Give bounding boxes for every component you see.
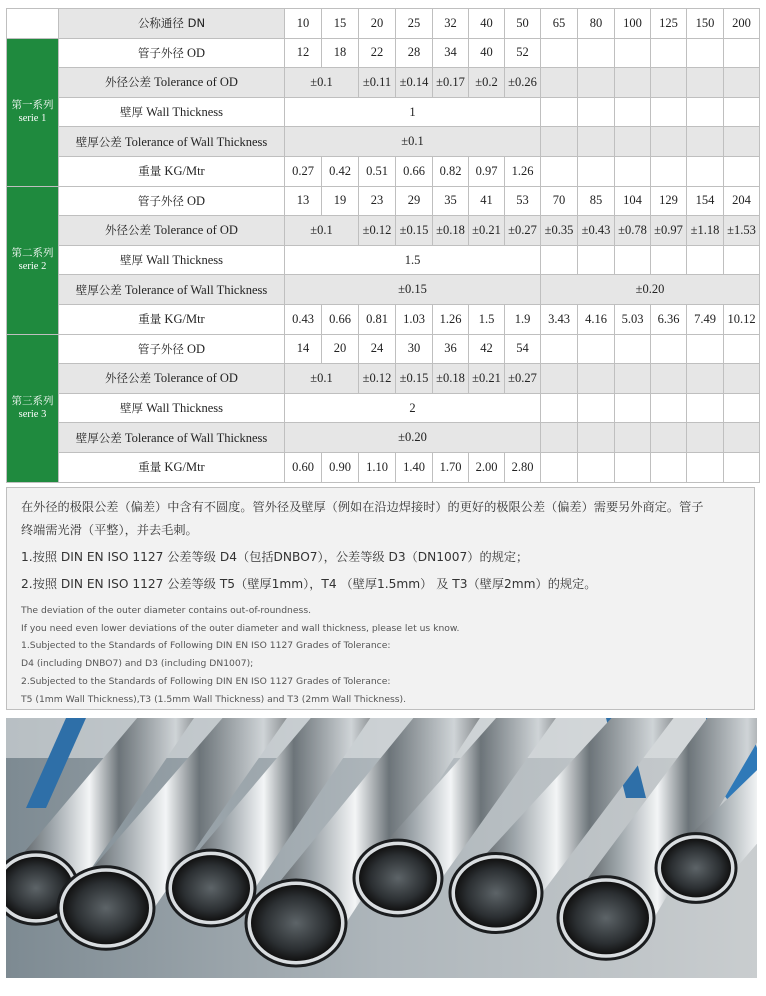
- table-cell: 52: [505, 38, 541, 68]
- table-cell: [541, 97, 578, 127]
- series-name-zh: 第三系列: [11, 394, 54, 407]
- table-cell: [724, 423, 760, 453]
- table-cell: ±0.97: [651, 216, 687, 246]
- table-cell: 40: [469, 38, 505, 68]
- row-label-zh: 外径公差: [105, 371, 152, 386]
- note-en-3: 1.Subjected to the Standards of Following DIN EN ISO 1127 Grades of Tolerance:: [21, 640, 391, 652]
- table-cell: [578, 127, 615, 157]
- pipe-opening: [455, 858, 537, 927]
- table-cell: ±0.11: [359, 68, 396, 98]
- table-cell: 1.5: [469, 304, 505, 334]
- table-cell: [615, 38, 651, 68]
- row-label-en: Wall Thickness: [146, 401, 223, 416]
- row-label-en: Wall Thickness: [146, 253, 223, 268]
- table-cell: ±0.2: [469, 68, 505, 98]
- table-cell: [541, 68, 578, 98]
- row-label: [59, 393, 285, 423]
- table-cell: 204: [724, 186, 760, 216]
- dn-header-cell: 10: [285, 9, 322, 39]
- table-cell: ±0.27: [505, 364, 541, 394]
- table-cell: [541, 334, 578, 364]
- note-en-4: D4 (including DNBO7) and D3 (including DN1007);: [21, 658, 254, 670]
- table-cell: [724, 393, 760, 423]
- table-cell: 0.42: [322, 156, 359, 186]
- table-cell: ±0.12: [359, 216, 396, 246]
- table-cell: 18: [322, 38, 359, 68]
- dn-header-cell: 15: [322, 9, 359, 39]
- table-cell: 70: [541, 186, 578, 216]
- row-label: [59, 334, 285, 364]
- table-cell: 36: [433, 334, 469, 364]
- pipe-opening: [661, 839, 731, 898]
- table-cell: ±1.53: [724, 216, 760, 246]
- table-cell: ±0.15: [396, 216, 433, 246]
- note-zh-3: 1.按照 DIN EN ISO 1127 公差等级 D4（包括DNBO7），公差等级 D3（DN1007）的规定；: [21, 550, 529, 564]
- series-name-zh: 第二系列: [11, 246, 54, 259]
- table-cell: 85: [578, 186, 615, 216]
- row-label-zh: 管子外径: [137, 45, 184, 60]
- table-cell: [541, 156, 578, 186]
- table-cell: 14: [285, 334, 322, 364]
- dn-header-cell: 80: [578, 9, 615, 39]
- table-cell: [578, 68, 615, 98]
- pipe-opening: [359, 845, 437, 911]
- row-label-zh: 壁厚公差: [75, 430, 122, 445]
- table-cell: [651, 452, 687, 482]
- dn-header-cell: 100: [615, 9, 651, 39]
- row-label: [59, 38, 285, 68]
- table-cell: ±0.18: [433, 364, 469, 394]
- table-cell: 13: [285, 186, 322, 216]
- table-cell: 0.27: [285, 156, 322, 186]
- table-cell: [687, 245, 724, 275]
- note-en-5: 2.Subjected to the Standards of Following DIN EN ISO 1127 Grades of Tolerance:: [21, 675, 391, 687]
- series-name-en: serie 1: [18, 113, 47, 125]
- table-cell: 1.9: [505, 304, 541, 334]
- table-cell: ±0.15: [396, 364, 433, 394]
- table-cell: 12: [285, 38, 322, 68]
- row-label-zh: 壁厚公差: [75, 134, 122, 149]
- table-cell: 4.16: [578, 304, 615, 334]
- table-cell: ±0.26: [505, 68, 541, 98]
- row-label-en: KG/Mtr: [164, 164, 205, 179]
- table-cell: [578, 364, 615, 394]
- table-cell: [578, 245, 615, 275]
- table-cell: [687, 364, 724, 394]
- pipe-opening: [63, 872, 149, 945]
- row-label-en: Tolerance of OD: [154, 371, 238, 386]
- table-cell: [541, 452, 578, 482]
- table-cell: [687, 156, 724, 186]
- row-label: [59, 275, 285, 305]
- table-cell: [578, 452, 615, 482]
- table-cell: 35: [433, 186, 469, 216]
- table-cell: ±0.20: [285, 423, 541, 453]
- row-label-en: Wall Thickness: [146, 105, 223, 120]
- table-cell: [724, 452, 760, 482]
- table-cell: 3.43: [541, 304, 578, 334]
- dn-header-cell: 200: [724, 9, 760, 39]
- table-cell: 1.10: [359, 452, 396, 482]
- table-cell: [615, 423, 651, 453]
- table-cell: [651, 97, 687, 127]
- row-label-en: Tolerance of Wall Thickness: [124, 134, 268, 149]
- dn-header-cell: 125: [651, 9, 687, 39]
- table-cell: 1.70: [433, 452, 469, 482]
- row-label: [59, 97, 285, 127]
- table-cell: [615, 393, 651, 423]
- table-cell: ±0.43: [578, 216, 615, 246]
- note-zh-2: 终端需光滑（平整），并去毛刺。: [21, 523, 198, 537]
- table-cell: [651, 334, 687, 364]
- row-label-en: OD: [187, 45, 206, 60]
- row-label-zh: 壁厚: [120, 105, 143, 120]
- series-label: [7, 334, 59, 482]
- table-cell: [724, 156, 760, 186]
- table-cell: [541, 38, 578, 68]
- note-zh-1: 在外径的极限公差（偏差）中含有不圆度。管外径及壁厚（例如在沿边焊接时）的更好的极限公差（偏差）需要另外商定。管子: [21, 500, 704, 514]
- pipe-spec-table: [6, 8, 760, 483]
- table-cell: [687, 334, 724, 364]
- table-cell: 0.82: [433, 156, 469, 186]
- table-cell: [687, 38, 724, 68]
- row-label-en: Tolerance of OD: [154, 223, 238, 238]
- table-cell: ±0.1: [285, 364, 359, 394]
- table-cell: [724, 38, 760, 68]
- row-label-zh: 壁厚: [120, 401, 143, 416]
- table-cell: [687, 393, 724, 423]
- pipe-opening: [172, 855, 250, 921]
- table-cell: [724, 364, 760, 394]
- table-cell: [615, 97, 651, 127]
- table-cell: 20: [322, 334, 359, 364]
- table-cell: [615, 364, 651, 394]
- table-cell: 7.49: [687, 304, 724, 334]
- table-cell: ±0.20: [541, 275, 760, 305]
- dn-header-cell: 32: [433, 9, 469, 39]
- table-cell: ±0.21: [469, 216, 505, 246]
- row-label: [59, 452, 285, 482]
- table-cell: [578, 97, 615, 127]
- dn-header-cell: 65: [541, 9, 578, 39]
- row-label-zh: 管子外径: [137, 193, 184, 208]
- pipes-photo: [6, 718, 757, 978]
- table-cell: 1.5: [285, 245, 541, 275]
- table-cell: [651, 156, 687, 186]
- dn-header-cell: 50: [505, 9, 541, 39]
- table-cell: [651, 423, 687, 453]
- table-cell: ±0.78: [615, 216, 651, 246]
- table-cell: 23: [359, 186, 396, 216]
- table-cell: [615, 245, 651, 275]
- table-cell: 129: [651, 186, 687, 216]
- table-cell: [578, 423, 615, 453]
- table-cell: [651, 364, 687, 394]
- table-cell: 0.66: [322, 304, 359, 334]
- table-cell: 24: [359, 334, 396, 364]
- table-cell: [651, 68, 687, 98]
- series-label: [7, 38, 59, 186]
- table-cell: ±0.27: [505, 216, 541, 246]
- table-cell: [687, 97, 724, 127]
- table-cell: 1.26: [505, 156, 541, 186]
- table-cell: 2.00: [469, 452, 505, 482]
- table-corner: [7, 9, 59, 39]
- row-label: [59, 216, 285, 246]
- table-cell: ±0.15: [285, 275, 541, 305]
- row-label-en: Tolerance of Wall Thickness: [124, 430, 268, 445]
- notes-box: [6, 487, 755, 710]
- table-cell: ±0.18: [433, 216, 469, 246]
- table-cell: 6.36: [651, 304, 687, 334]
- row-label: [59, 245, 285, 275]
- table-cell: ±0.17: [433, 68, 469, 98]
- table-cell: 1.26: [433, 304, 469, 334]
- row-label: [59, 364, 285, 394]
- table-cell: 154: [687, 186, 724, 216]
- table-cell: [651, 245, 687, 275]
- row-label: [59, 186, 285, 216]
- table-cell: [651, 393, 687, 423]
- table-cell: ±0.21: [469, 364, 505, 394]
- table-cell: 1: [285, 97, 541, 127]
- table-cell: [724, 245, 760, 275]
- table-cell: [541, 423, 578, 453]
- table-cell: [687, 452, 724, 482]
- table-cell: [687, 423, 724, 453]
- row-label: [59, 304, 285, 334]
- table-cell: [541, 393, 578, 423]
- table-cell: 29: [396, 186, 433, 216]
- row-label: [59, 423, 285, 453]
- pipe-opening: [251, 885, 341, 961]
- table-cell: [615, 68, 651, 98]
- table-cell: 10.12: [724, 304, 760, 334]
- table-cell: [578, 156, 615, 186]
- note-zh-4: 2.按照 DIN EN ISO 1127 公差等级 T5（壁厚1mm），T4 （壁厚1.5mm） 及 T3（壁厚2mm）的规定。: [21, 577, 597, 591]
- row-label: [59, 127, 285, 157]
- dn-header-cell: 150: [687, 9, 724, 39]
- table-cell: 2.80: [505, 452, 541, 482]
- table-cell: 0.97: [469, 156, 505, 186]
- note-en-6: T5 (1mm Wall Thickness),T3 (1.5mm Wall Thickness) and T3 (2mm Wall Thickness).: [21, 693, 407, 705]
- table-cell: 0.43: [285, 304, 322, 334]
- note-en-2: If you need even lower deviations of the outer diameter and wall thickness, please let us know.: [21, 622, 460, 634]
- dn-header-cell: 40: [469, 9, 505, 39]
- series-name-en: serie 3: [18, 409, 47, 421]
- table-cell: [687, 127, 724, 157]
- row-label-zh: 重量: [138, 312, 162, 327]
- table-cell: [615, 156, 651, 186]
- table-cell: 42: [469, 334, 505, 364]
- table-cell: [578, 334, 615, 364]
- table-cell: ±0.1: [285, 68, 359, 98]
- table-cell: [724, 334, 760, 364]
- row-label-zh: 外径公差: [105, 223, 152, 238]
- table-cell: [615, 334, 651, 364]
- table-cell: [651, 127, 687, 157]
- series-name-en: serie 2: [18, 261, 47, 273]
- table-cell: 104: [615, 186, 651, 216]
- row-label: [59, 156, 285, 186]
- series-label: [7, 186, 59, 334]
- row-label-en: OD: [187, 193, 206, 208]
- row-label-en: OD: [187, 341, 206, 356]
- row-label-zh: 重量: [138, 164, 162, 179]
- table-cell: [541, 364, 578, 394]
- table-cell: 0.81: [359, 304, 396, 334]
- row-label-zh: 管子外径: [137, 341, 184, 356]
- table-cell: [615, 127, 651, 157]
- table-cell: 30: [396, 334, 433, 364]
- table-cell: 34: [433, 38, 469, 68]
- table-cell: [541, 245, 578, 275]
- table-cell: 0.51: [359, 156, 396, 186]
- table-cell: [651, 38, 687, 68]
- row-label-en: Tolerance of Wall Thickness: [124, 282, 268, 297]
- pipe-opening: [563, 882, 649, 955]
- table-cell: 0.90: [322, 452, 359, 482]
- table-cell: 0.60: [285, 452, 322, 482]
- row-label-en: Tolerance of OD: [154, 75, 238, 90]
- table-cell: ±0.35: [541, 216, 578, 246]
- row-label-zh: 外径公差: [105, 75, 152, 90]
- dn-header-label: 公称通径 DN: [59, 9, 285, 39]
- table-cell: 22: [359, 38, 396, 68]
- table-cell: 53: [505, 186, 541, 216]
- table-cell: 0.66: [396, 156, 433, 186]
- table-cell: [578, 393, 615, 423]
- table-cell: 2: [285, 393, 541, 423]
- table-cell: 19: [322, 186, 359, 216]
- table-cell: 28: [396, 38, 433, 68]
- table-cell: [724, 127, 760, 157]
- pipes-illustration: [6, 718, 757, 978]
- table-cell: [724, 68, 760, 98]
- table-cell: [578, 38, 615, 68]
- table-cell: 54: [505, 334, 541, 364]
- row-label-en: KG/Mtr: [164, 312, 205, 327]
- row-label-en: KG/Mtr: [164, 460, 205, 475]
- dn-header-cell: 25: [396, 9, 433, 39]
- table-cell: [615, 452, 651, 482]
- row-label-zh: 壁厚: [120, 253, 143, 268]
- table-cell: ±1.18: [687, 216, 724, 246]
- table-cell: 5.03: [615, 304, 651, 334]
- table-cell: 41: [469, 186, 505, 216]
- series-name-zh: 第一系列: [11, 98, 54, 111]
- row-label-zh: 重量: [138, 460, 162, 475]
- table-cell: [687, 68, 724, 98]
- row-label-zh: 壁厚公差: [75, 282, 122, 297]
- table-cell: 1.40: [396, 452, 433, 482]
- table-cell: [541, 127, 578, 157]
- row-label: [59, 68, 285, 98]
- table-cell: [724, 97, 760, 127]
- table-cell: 1.03: [396, 304, 433, 334]
- table-cell: ±0.1: [285, 127, 541, 157]
- table-cell: ±0.14: [396, 68, 433, 98]
- table-cell: ±0.12: [359, 364, 396, 394]
- dn-header-cell: 20: [359, 9, 396, 39]
- table-cell: ±0.1: [285, 216, 359, 246]
- note-en-1: The deviation of the outer diameter contains out-of-roundness.: [21, 605, 312, 616]
